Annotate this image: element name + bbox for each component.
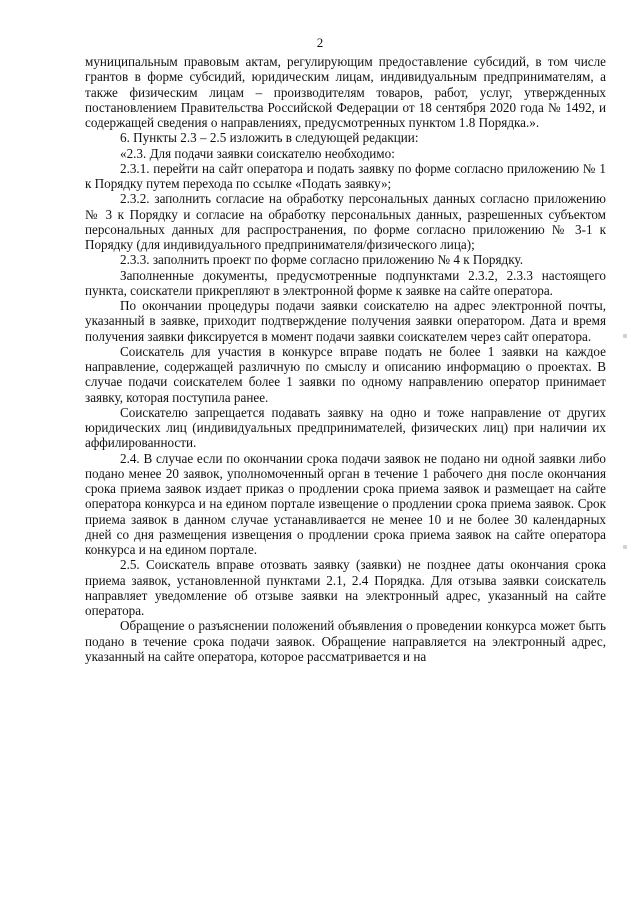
scan-speck [623,334,627,338]
paragraph-2-3-1: 2.3.1. перейти на сайт оператора и подать заявку по форме согласно приложению № 1 к Порядку путем перехода по ссылке «Подать заявку»; [85,160,606,191]
paragraph-one-application-limit: Соискатель для участия в конкурсе вправе подать не более 1 заявки на каждое направление, содержащей различную по смыслу и описанию информацию о проектах. В случае подачи соискателем более 1 заявки по одному направлению оператор принимает заявку, которая поступила ранее. [85,343,606,405]
paragraph-confirmation: По окончании процедуры подачи заявки соискателю на адрес электронной почты, указанный в заявке, приходит подтверждение получения заявки оператором. Дата и время получения заявки фиксируется в момент подачи заявки соискателем через сайт оператора. [85,298,606,344]
paragraph-2-3-3: 2.3.3. заполнить проект по форме согласно приложению № 4 к Порядку. [120,252,523,268]
paragraph-2-4: 2.4. В случае если по окончании срока подачи заявок не подано ни одной заявки либо подано менее 20 заявок, уполномоченный орган в течение 1 рабочего дня после окончания срока приема заявок издает приказ о продлении срока приема заявок и размещает на сайте оператора конкурса и на едином портале извещение о продлении срока приема заявок. Срок приема заявок в данном случае устанавливается не менее 10 и не более 30 календарных дней со дня размещения извещения о продлении срока приема заявок на сайте оператора конкурса и на едином портале. [85,450,606,557]
paragraph-item-6: 6. Пункты 2.3 – 2.5 изложить в следующей редакции: [120,130,419,146]
paragraph-attached-documents: Заполненные документы, предусмотренные подпунктами 2.3.2, 2.3.3 настоящего пункта, соискатели прикрепляют в электронной форме к заявке на сайте оператора. [85,267,606,298]
paragraph-continuation-subsidies: муниципальным правовым актам, регулирующим предоставление субсидий, в том числе грантов в форме субсидий, юридическим лицам, индивидуальным предпринимателям, а также физическим лицам – производителям товаров, работ, услуг, утвержденных постановлением Правительства Российской Федерации от 18 сентября 2020 года № 1492, и содержащей сведения о направлениях, предусмотренных пунктом 1.8 Порядка.». [85,54,606,130]
scan-speck [623,545,627,549]
paragraph-2-5: 2.5. Соискатель вправе отозвать заявку (заявки) не позднее даты окончания срока приема заявок, установленной пунктами 2.1, 2.4 Порядка. Для отзыва заявки соискатель направляет уведомление об отзыве заявки на электронный адрес, указанный на сайте оператора. [85,557,606,618]
document-body [85,54,606,664]
paragraph-2-3-intro: «2.3. Для подачи заявки соискателю необходимо: [120,145,395,161]
paragraph-clarification-request: Обращение о разъяснении положений объявления о проведении конкурса может быть подано в течение срока подачи заявок. Обращение направляется на электронный адрес, указанный на сайте оператора, которое рассматривается и на [85,618,606,664]
paragraph-affiliation-prohibition: Соискателю запрещается подавать заявку на одно и тоже направление от других юридических лиц (индивидуальных предпринимателей, физических лиц) при наличии их аффилированности. [85,404,606,451]
paragraph-2-3-2: 2.3.2. заполнить согласие на обработку персональных данных согласно приложению № 3 к Порядку и согласие на обработку персональных данных, разрешенных субъектом персональных данных для распространения, по форме согласно приложению № 3-1 к Порядку (для индивидуального предпринимателя/физического лица); [85,191,606,252]
page-number: 2 [316,35,324,50]
